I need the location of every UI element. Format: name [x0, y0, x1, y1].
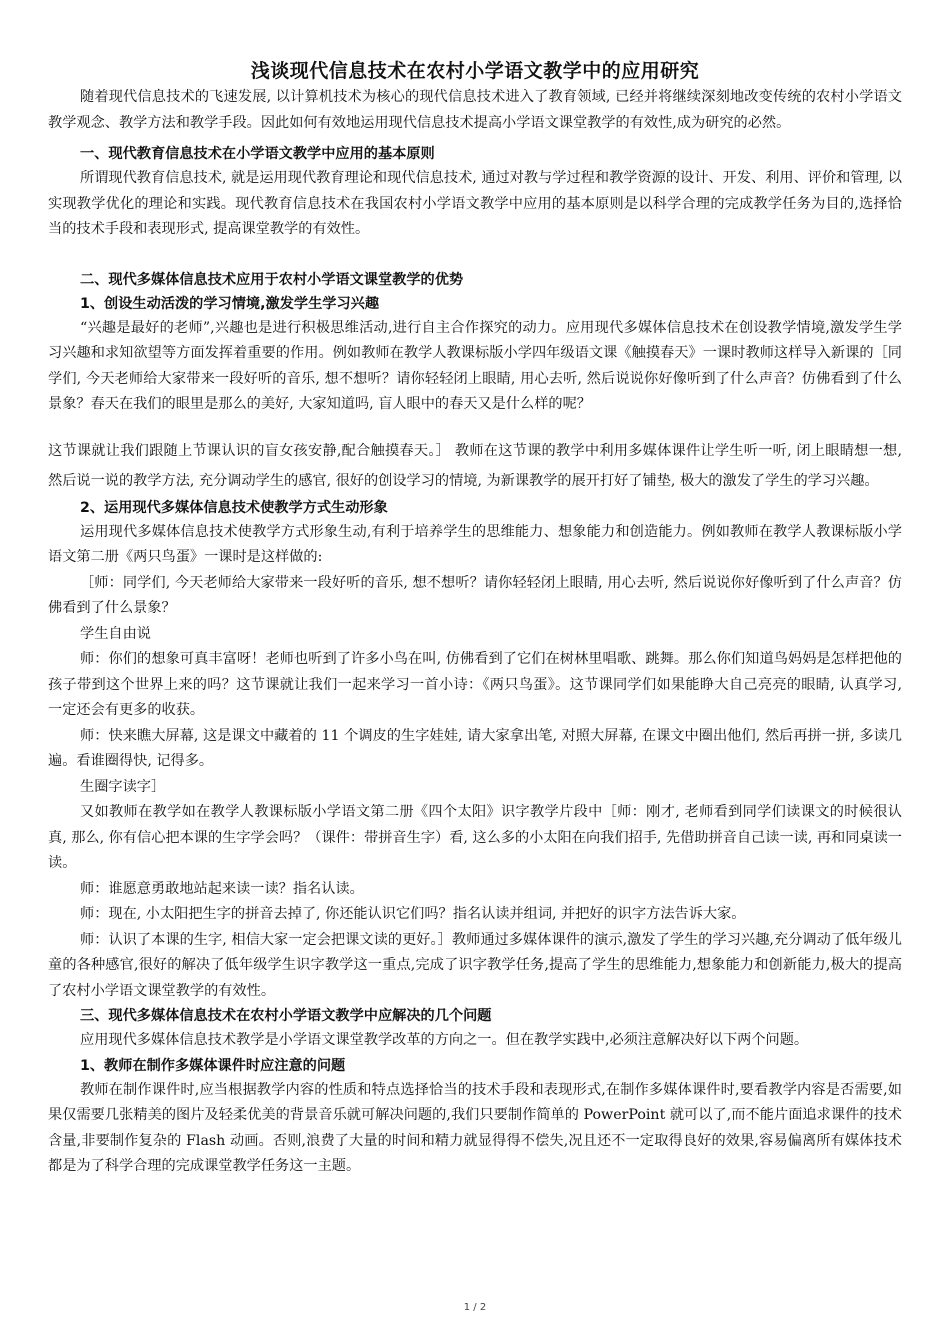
section-2-2-paragraph-3: 学生自由说	[80, 625, 151, 642]
section-2-1-paragraph-1: “兴趣是最好的老师”,兴趣也是进行积极思维活动,进行自主合作探究的动力。应用现代多媒体信息技术在创设教学情境,激发学生学习兴趣和求知欲望等方面发挥着重要的作用。例如教师在教学人教课标版小学四年级语文课《触摸春天》一课时教师这样导入新课的［同学们, 今天老师给大家带来一段好听的音乐, 想不想听？请你轻轻闭上眼睛, 用心去听, 然后说说你好像听到了什么声音？仿佛看到了什么景象？春天在我们的眼里是那么的美好, 大家知道吗, 盲人眼中的春天又是什么样的呢？	[48, 319, 902, 412]
section-1-heading: 一、现代教育信息技术在小学语文教学中应用的基本原则	[80, 146, 435, 162]
intro-paragraph: 随着现代信息技术的飞速发展, 以计算机技术为核心的现代信息技术进入了教育领域, 已经并将继续深刻地改变传统的农村小学语文教学观念、教学方法和教学手段。因此如何有效地运用现代信息技术提高小学语文课堂教学的有效性,成为研究的必然。	[48, 89, 902, 131]
section-3-1-heading: 1、教师在制作多媒体课件时应注意的问题	[80, 1057, 346, 1074]
document-page	[48, 56, 902, 1180]
section-2-2-paragraph-10: 师：认识了本课的生字, 相信大家一定会把课文读的更好。］教师通过多媒体课件的演示,激发了学生的学习兴趣,充分调动了低年级儿童的各种感官,很好的解决了低年级学生识字教学这一重点,完成了识字教学任务,提高了学生的思维能力,想象能力和创新能力,极大的提高了农村小学语文课堂教学的有效性。	[48, 931, 902, 999]
document-title: 浅谈现代信息技术在农村小学语文教学中的应用研究	[250, 60, 700, 82]
section-2-1-heading: 1、创设生动活泼的学习情境,激发学生学习兴趣	[80, 295, 380, 312]
section-3-1-paragraph: 教师在制作课件时,应当根据教学内容的性质和特点选择恰当的技术手段和表现形式,在制作多媒体课件时,要看教学内容是否需要,如果仅需要几张精美的图片及轻柔优美的背景音乐就可解决问题的,我们只要制作简单的 PowerPoint 就可以了,而不能片面追求课件的技术含量,非要制作复杂的 Flash 动画。否则,浪费了大量的时间和精力就显得得不偿失,况且还不一定取得良好的效果,容易偏离所有媒体技术都是为了科学合理的完成课堂教学任务这一主题。	[48, 1081, 902, 1174]
section-2-1-paragraph-2: 这节课就让我们跟随上节课认识的盲女孩安静,配合触摸春天。］ 教师在这节课的教学中利用多媒体课件让学生听一听, 闭上眼睛想一想, 然后说一说的教学方法, 充分调动学生的感官, 很好的创设学习的情境, 为新课教学的展开打好了铺垫, 极大的激发了学生的学习兴趣。	[48, 442, 902, 489]
section-2-2-paragraph-5: 师：快来瞧大屏幕, 这是课文中藏着的 11 个调皮的生字娃娃, 请大家拿出笔, 对照大屏幕, 在课文中圈出他们, 然后再拼一拼, 多读几遍。看谁圈得快, 记得多。	[48, 727, 902, 769]
section-3-heading: 三、现代多媒体信息技术在农村小学语文教学中应解决的几个问题	[80, 1008, 492, 1024]
section-2-2-heading: 2、运用现代多媒体信息技术使教学方式生动形象	[80, 499, 388, 516]
section-2-2-paragraph-1: 运用现代多媒体信息技术使教学方式形象生动,有利于培养学生的思维能力、想象能力和创造能力。例如教师在教学人教课标版小学语文第二册《两只鸟蛋》一课时是这样做的:	[48, 523, 902, 565]
section-2-2-paragraph-4: 师：你们的想象可真丰富呀！老师也听到了许多小鸟在叫, 仿佛看到了它们在树林里唱歌、跳舞。那么你们知道鸟妈妈是怎样把他的孩子带到这个世界上来的吗？这节课就让我们一起来学习一首小诗：《两只鸟蛋》。这节课同学们如果能睁大自己亮亮的眼睛, 认真学习, 一定还会有更多的收获。	[48, 651, 902, 718]
page-number: 1 / 2	[463, 1302, 487, 1313]
section-2-2-paragraph-8: 师：谁愿意勇敢地站起来读一读？指名认读。	[80, 880, 364, 897]
section-2-2-paragraph-6: 生圈字读字］	[80, 778, 166, 795]
section-2-2-paragraph-2: ［师：同学们, 今天老师给大家带来一段好听的音乐, 想不想听？请你轻轻闭上眼睛, 用心去听, 然后说说你好像听到了什么声音？仿佛看到了什么景象？	[48, 574, 902, 616]
section-2-2-paragraph-7: 又如教师在教学如在教学人教课标版小学语文第二册《四个太阳》识字教学片段中［师：刚才, 老师看到同学们读课文的时候很认真, 那么, 你有信心把本课的生字学会吗？（课件：带拼音生字）看, 这么多的小太阳在向我们招手, 先借助拼音自己读一读, 再和同桌读一读。	[48, 804, 902, 871]
section-1-paragraph: 所谓现代教育信息技术, 就是运用现代教育理论和现代信息技术, 通过对教与学过程和教学资源的设计、开发、利用、评价和管理, 以实现教学优化的理论和实践。现代教育信息技术在我国农村小学语文教学中应用的基本原则是以科学合理的完成教学任务为目的,选择恰当的技术手段和表现形式, 提高课堂教学的有效性。	[48, 170, 902, 237]
section-2-2-paragraph-9: 师：现在, 小太阳把生字的拼音去掉了, 你还能认识它们吗？指名认读并组词, 并把好的识字方法告诉大家。	[80, 906, 746, 922]
blank-line	[48, 243, 902, 268]
blank-line	[48, 418, 902, 436]
section-2-heading: 二、现代多媒体信息技术应用于农村小学语文课堂教学的优势	[80, 271, 464, 288]
section-3-paragraph: 应用现代多媒体信息技术教学是小学语文课堂教学改革的方向之一。但在教学实践中,必须注意解决好以下两个问题。	[80, 1032, 809, 1048]
